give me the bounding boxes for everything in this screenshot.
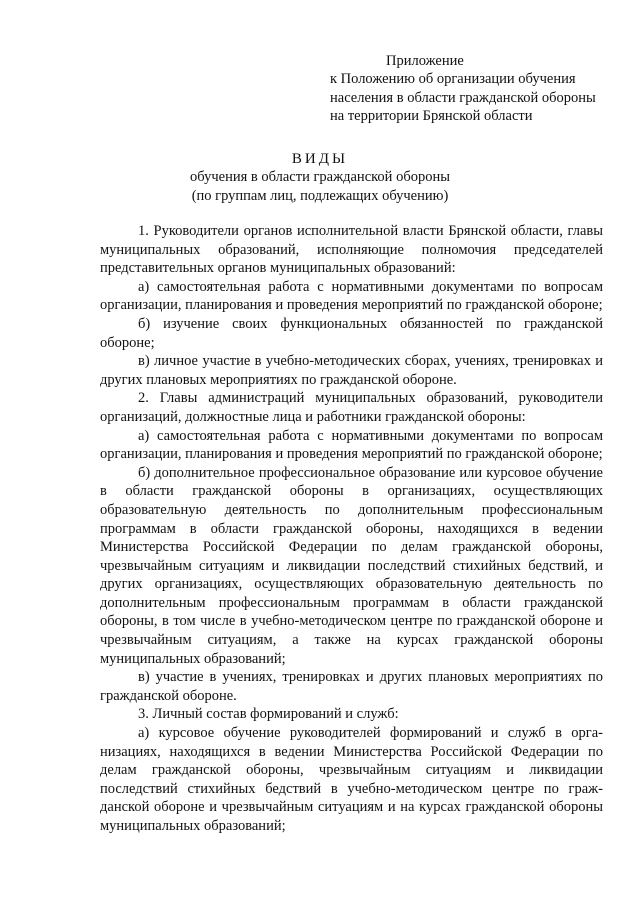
appendix-header (330, 52, 620, 126)
paragraph-1b: б) изучение своих функциональных обязанностей по гражданской обороне; (100, 315, 603, 351)
document-title: ВИДЫ (291, 151, 349, 167)
paragraph-3: 3. Личный состав формирований и служб: (138, 706, 399, 723)
appendix-reference-line: населения в области гражданской обороны (330, 89, 596, 106)
paragraph-1c: в) личное участие в учебно-методических сборах, учениях, тренировках и других плановых мероприятиях по гражданской обороне. (100, 353, 603, 388)
appendix-reference-line: на территории Брянской области (330, 108, 533, 125)
paragraph-2: 2. Главы администраций муниципальных образований, руководители организаций, должностные лица и работники гражданской обороны: (100, 390, 603, 425)
document-heading (0, 150, 640, 205)
paragraph-1: 1. Руководители органов исполнительной власти Брянской области, главы муниципальных образований, исполняющие полномочия председателей представительных органов муниципальных образований: (100, 223, 603, 277)
paragraph-3a: а) курсовое обучение руководителей формирований и служб в организациях, находящихся в ведении Министерства Российской Федерации по делам гражданской обороны, чрезвычайным ситуациям и ликвидации последствий стихийных бедствий в учебно-методическом центре по гражданской обороне и чрезвычайным ситуациям и на курсах гражданской обороны муниципальных образований; (100, 725, 603, 834)
paragraph-1a: а) самостоятельная работа с нормативными документами по вопросам организации, планирования и проведения мероприятий по гражданской обороне; (100, 278, 603, 314)
paragraph-2c: в) участие в учениях, тренировках и других плановых мероприятиях по гражданской обороне. (100, 669, 603, 704)
paragraph-2b: б) дополнительное профессиональное образование или курсовое обучение в области гражданской обороны в организациях, осуществляющих образовательную деятельность по дополнительным профессиональным программам в области гражданской обороны, находящихся в ведении Министерства Российской Федерации по делам гражданской обороны, чрезвычайным ситуациям и ликвидации последствий стихийных бедствий, и других организациях, осуществляющих образовательную деятельность по дополнительным профессиональным программам в области гражданской обороны, в том числе в учебно-методическом центре по гражданской обороне и чрезвычайным ситуациям, а также на курсах гражданской обороны муниципальных образований; (100, 464, 603, 667)
appendix-reference-line: к Положению об организации обучения (330, 71, 576, 88)
document-body (100, 222, 603, 836)
appendix-label: Приложение (386, 53, 464, 69)
paragraph-2a: а) самостоятельная работа с нормативными документами по вопросам организации, планирования и проведения мероприятий по гражданской обороне; (100, 427, 603, 463)
document-subtitle: обучения в области гражданской обороны (190, 169, 450, 186)
document-subtitle: (по группам лиц, подлежащих обучению) (191, 187, 449, 204)
